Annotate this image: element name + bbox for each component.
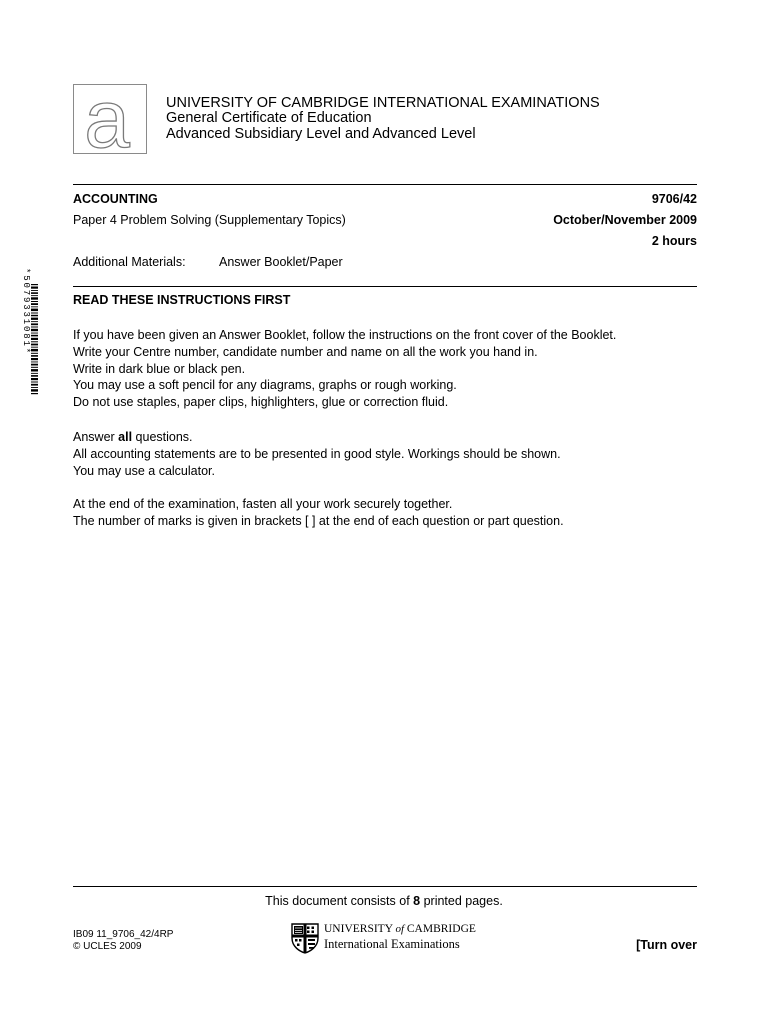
- instruction-line: You may use a soft pencil for any diagrams, graphs or rough working.: [73, 378, 457, 393]
- logo-a-glyph: [74, 85, 146, 153]
- exam-board-logo: [73, 84, 147, 154]
- materials-value: Answer Booklet/Paper: [219, 255, 343, 269]
- paper-title: Paper 4 Problem Solving (Supplementary Topics): [73, 213, 346, 227]
- materials-label: Additional Materials:: [73, 255, 186, 269]
- footer-ref-block: [73, 929, 173, 952]
- instructions-block-1: [73, 327, 616, 411]
- turn-over-label: [Turn over: [636, 938, 697, 952]
- instructions-heading: READ THESE INSTRUCTIONS FIRST: [73, 293, 291, 307]
- instruction-line: If you have been given an Answer Booklet, follow the instructions on the front cover of the Booklet.: [73, 328, 617, 342]
- cambridge-crest-icon: [290, 922, 320, 954]
- subject-title: ACCOUNTING: [73, 192, 158, 206]
- footer-divider: [73, 886, 697, 887]
- institution-name: UNIVERSITY OF CAMBRIDGE INTERNATIONAL EXAMINATIONS: [166, 95, 600, 111]
- exam-session: October/November 2009: [553, 213, 697, 227]
- qualification-level: Advanced Subsidiary Level and Advanced Level: [166, 126, 476, 142]
- instruction-line: At the end of the examination, fasten all your work securely together.: [73, 497, 453, 511]
- materials-divider: [73, 286, 697, 287]
- svg-text:*5079331081*: *5079331081*: [21, 268, 31, 356]
- instruction-line: Write in dark blue or black pen.: [73, 361, 246, 376]
- copyright-notice: © UCLES 2009: [73, 940, 142, 952]
- instruction-line: You may use a calculator.: [73, 463, 215, 478]
- paper-code: 9706/42: [651, 192, 697, 206]
- svg-text:a: a: [84, 85, 130, 153]
- page-count-note: This document consists of 8 printed pages.: [265, 894, 503, 908]
- answer-all-line: Answer all questions.: [73, 430, 193, 444]
- instruction-line: All accounting statements are to be presented in good style. Workings should be shown.: [73, 446, 561, 461]
- instruction-line: Write your Centre number, candidate number and name on all the work you hand in.: [73, 344, 538, 359]
- exam-duration: 2 hours: [651, 234, 697, 248]
- header-divider: [73, 184, 697, 185]
- instructions-block-2: [73, 429, 561, 479]
- instruction-line: Do not use staples, paper clips, highlighters, glue or correction fluid.: [73, 395, 449, 410]
- cambridge-logo-line-1: UNIVERSITY of CAMBRIDGE: [324, 923, 476, 935]
- instruction-line: The number of marks is given in brackets [ ] at the end of each question or part question.: [73, 513, 564, 528]
- cambridge-logo-line-2: International Examinations: [324, 937, 460, 951]
- document-reference: IB09 11_9706_42/4RP: [73, 929, 174, 940]
- certificate-name: General Certificate of Education: [166, 110, 372, 126]
- cambridge-ie-logo: [290, 922, 490, 956]
- instructions-block-3: [73, 496, 564, 530]
- barcode: [20, 268, 40, 410]
